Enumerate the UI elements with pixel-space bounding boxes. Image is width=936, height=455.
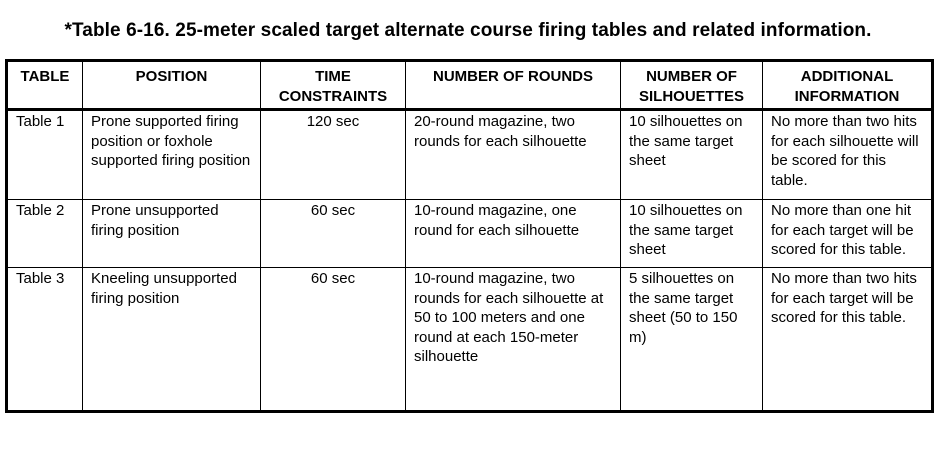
cell-table: Table 1: [7, 110, 83, 200]
cell-time: 60 sec: [261, 268, 406, 412]
cell-silhouettes: 10 silhouettes on the same target sheet: [621, 200, 763, 268]
table-row: [7, 110, 933, 200]
cell-position: Kneeling unsupported firing position: [83, 268, 261, 412]
cell-time: 60 sec: [261, 200, 406, 268]
header-number-of-rounds: NUMBER OF ROUNDS: [406, 61, 621, 110]
cell-rounds: 20-round magazine, two rounds for each silhouette: [406, 110, 621, 200]
header-additional-information: ADDITIONAL INFORMATION: [763, 61, 933, 110]
cell-table: Table 2: [7, 200, 83, 268]
table-caption: *Table 6-16. 25-meter scaled target alternate course firing tables and related information.: [64, 20, 872, 41]
cell-additional: No more than two hits for each silhouette will be scored for this table.: [763, 110, 933, 200]
cell-time: 120 sec: [261, 110, 406, 200]
header-table: TABLE: [7, 61, 83, 110]
cell-additional: No more than two hits for each target will be scored for this table.: [763, 268, 933, 412]
cell-rounds: 10-round magazine, two rounds for each silhouette at 50 to 100 meters and one round at each 150-meter silhouette: [406, 268, 621, 412]
cell-silhouettes: 5 silhouettes on the same target sheet (50 to 150 m): [621, 268, 763, 412]
header-position: POSITION: [83, 61, 261, 110]
table-row: [7, 268, 933, 412]
cell-position: Prone supported firing position or foxhole supported firing position: [83, 110, 261, 200]
firing-table: [5, 59, 934, 413]
header-row: [7, 61, 933, 110]
cell-rounds: 10-round magazine, one round for each silhouette: [406, 200, 621, 268]
header-number-of-silhouettes: NUMBER OF SILHOUETTES: [621, 61, 763, 110]
table-row: [7, 200, 933, 268]
cell-position: Prone unsupported firing position: [83, 200, 261, 268]
header-time-constraints: TIME CONSTRAINTS: [261, 61, 406, 110]
cell-additional: No more than one hit for each target will be scored for this table.: [763, 200, 933, 268]
cell-table: Table 3: [7, 268, 83, 412]
cell-silhouettes: 10 silhouettes on the same target sheet: [621, 110, 763, 200]
